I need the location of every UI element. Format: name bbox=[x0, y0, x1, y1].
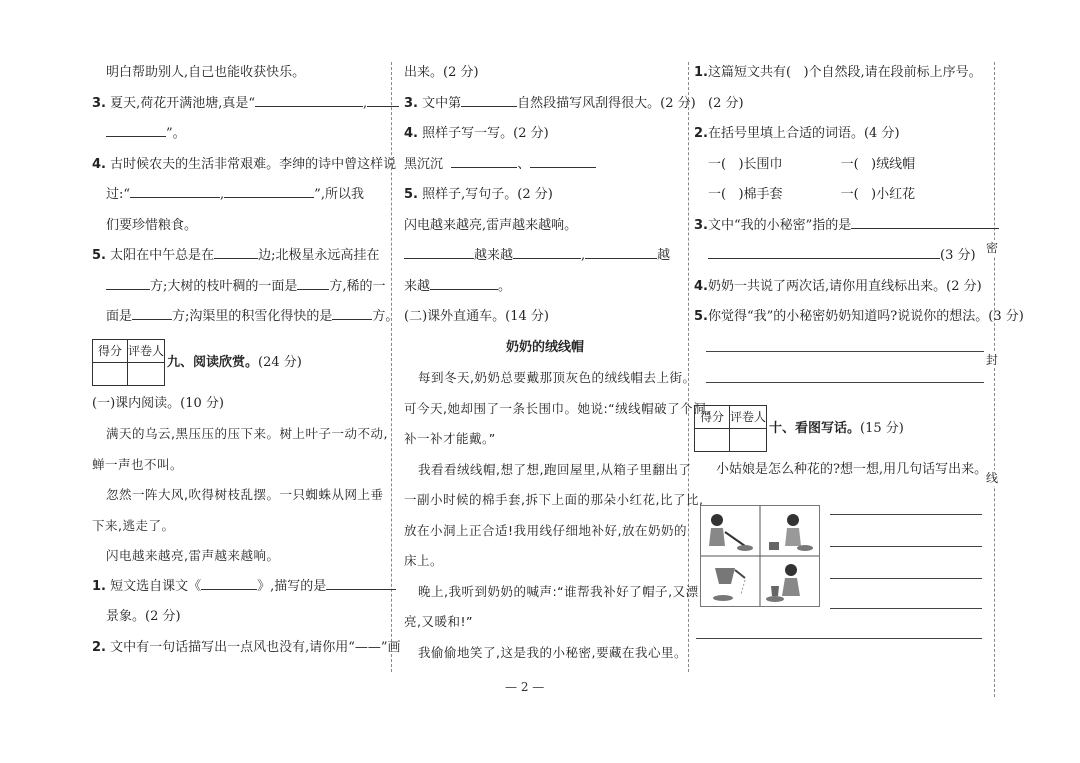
reading-question-4-cont bbox=[404, 150, 686, 181]
question-text: 夏天,荷花开满池塘,真是“ bbox=[110, 95, 256, 111]
answer-blank[interactable] bbox=[201, 577, 257, 590]
question-number: 1. bbox=[694, 65, 708, 80]
text-line: 出来。(2 分) bbox=[404, 65, 479, 80]
question-text: ”,所以我 bbox=[314, 187, 364, 202]
picture-grid bbox=[700, 505, 820, 607]
question-text: 》,描写的是 bbox=[257, 578, 327, 594]
text-line: 明白帮助别人,自己也能收获快乐。 bbox=[106, 65, 306, 80]
word-fill-row bbox=[694, 180, 984, 211]
binding-label-mi: 密 bbox=[986, 241, 999, 255]
column-left bbox=[92, 58, 401, 663]
section-points: (15 分) bbox=[860, 420, 904, 436]
score-cell[interactable] bbox=[93, 362, 128, 385]
answer-blank[interactable] bbox=[326, 577, 396, 590]
question-text: )长围巾 bbox=[738, 156, 783, 172]
answer-blank[interactable] bbox=[851, 216, 999, 229]
reading-question-5-cont bbox=[404, 241, 686, 272]
question-text: 照样子,写句子。(2 分) bbox=[422, 187, 553, 202]
story-question-2 bbox=[694, 119, 984, 150]
question-text: 在括号里填上合适的词语。(4 分) bbox=[707, 126, 900, 141]
writing-line[interactable] bbox=[830, 546, 982, 547]
reading-question-2 bbox=[92, 633, 401, 664]
question-text: 文中“我的小秘密”指的是 bbox=[707, 217, 852, 233]
question-5 bbox=[92, 241, 382, 272]
question-text: , bbox=[363, 95, 368, 111]
question-text: 一( bbox=[840, 156, 859, 172]
question-text: )个自然段,请在段前标上序号。 bbox=[803, 65, 982, 80]
example-word: 黑沉沉 bbox=[404, 156, 444, 172]
subsection-title: (一)课内阅读。(10 分) bbox=[92, 395, 224, 411]
score-box bbox=[694, 405, 767, 452]
section-points: (24 分) bbox=[258, 354, 302, 370]
girl-planting-icon bbox=[769, 514, 813, 551]
answer-blank[interactable] bbox=[332, 307, 372, 320]
answer-blank[interactable] bbox=[430, 277, 498, 290]
question-3 bbox=[92, 89, 382, 120]
answer-blank[interactable] bbox=[513, 246, 581, 259]
writing-line[interactable] bbox=[830, 578, 982, 579]
story-line: 我看看绒线帽,想了想,跑回屋里,从箱子里翻出了 bbox=[418, 461, 692, 477]
page-number: — 2 — bbox=[505, 680, 545, 694]
passage-line: 满天的乌云,黑压压的压下来。树上叶子一动不动, bbox=[106, 426, 388, 441]
story-line: 每到冬天,奶奶总要戴那顶灰色的绒线帽去上街。 bbox=[418, 370, 696, 385]
girl-watering-icon bbox=[766, 564, 800, 602]
question-text: )绒线帽 bbox=[871, 156, 916, 172]
grader-cell[interactable] bbox=[128, 362, 165, 385]
question-4-cont bbox=[92, 180, 382, 211]
passage-line: 忽然一阵大风,吹得树枝乱摆。一只蜘蛛从网上垂 bbox=[106, 487, 384, 502]
question-number: 1. bbox=[92, 578, 106, 594]
answer-blank[interactable] bbox=[708, 246, 940, 259]
question-text: 这篇短文共有( bbox=[707, 65, 792, 80]
grader-cell[interactable] bbox=[730, 428, 767, 451]
story-line: 亮,又暖和!” bbox=[404, 614, 473, 629]
column-middle bbox=[404, 58, 711, 668]
section-title: 九、阅读欣赏。 bbox=[167, 354, 259, 370]
grader-label: 评卷人 bbox=[128, 339, 165, 362]
question-text: 来越 bbox=[404, 278, 431, 294]
story-question-1 bbox=[694, 58, 984, 89]
question-text: 文中有一句话描写出一点风也没有,请你用“——”画 bbox=[110, 639, 401, 655]
passage-line: 蝉一声也不叫。 bbox=[92, 456, 184, 472]
question-text: 方;大树的枝叶稠的一面是 bbox=[150, 278, 298, 294]
question-number: 5. bbox=[92, 248, 106, 263]
question-text: 一( bbox=[840, 187, 859, 202]
word-fill-row bbox=[694, 150, 984, 181]
question-text: 一( bbox=[708, 156, 727, 172]
girl-digging-icon bbox=[709, 514, 753, 551]
question-text: )小红花 bbox=[871, 187, 916, 202]
story-question-3 bbox=[694, 211, 984, 242]
watering-can-icon bbox=[713, 568, 745, 601]
reading-question-1-cont: 景象。(2 分) bbox=[106, 609, 181, 624]
story-line: 放在小洞上正合适!我用线仔细地补好,放在奶奶的 bbox=[404, 522, 687, 538]
story-line: 补一补才能戴。” bbox=[404, 431, 496, 446]
reading-question-5-cont bbox=[404, 272, 686, 303]
story-line: 一副小时候的棉手套,拆下上面的那朵小红花,比了比, bbox=[404, 492, 704, 507]
passage-line: 下来,逃走了。 bbox=[92, 517, 175, 533]
answer-blank[interactable] bbox=[106, 277, 150, 290]
answer-blank[interactable] bbox=[404, 246, 474, 259]
question-text: 越来越 bbox=[474, 248, 514, 263]
section-10-header bbox=[694, 405, 984, 455]
story-line: 晚上,我听到奶奶的喊声:“谁帮我补好了帽子,又漂 bbox=[418, 583, 699, 599]
example-sentence: 闪电越来越亮,雷声越来越响。 bbox=[404, 217, 578, 233]
answer-blank[interactable] bbox=[214, 246, 258, 259]
question-text: )棉手套 bbox=[738, 187, 783, 202]
score-label: 得分 bbox=[93, 339, 128, 362]
question-text: 、 bbox=[517, 156, 531, 172]
answer-blank[interactable] bbox=[585, 246, 657, 259]
question-4 bbox=[92, 150, 397, 181]
question-number: 2. bbox=[694, 126, 708, 141]
story-line: 床上。 bbox=[404, 553, 444, 568]
reading-question-3 bbox=[404, 89, 696, 120]
story-title: 奶奶的绒线帽 bbox=[505, 339, 584, 355]
question-text: 。 bbox=[498, 278, 512, 294]
question-text: 古时候农夫的生活非常艰难。李绅的诗中曾这样说 bbox=[110, 156, 397, 172]
answer-blank[interactable] bbox=[132, 307, 172, 320]
score-box bbox=[92, 339, 165, 386]
passage-line: 闪电越来越亮,雷声越来越响。 bbox=[106, 548, 280, 563]
grader-label: 评卷人 bbox=[730, 405, 767, 428]
answer-blank[interactable] bbox=[451, 155, 517, 168]
question-number: 2. bbox=[92, 639, 106, 655]
question-text: 一( bbox=[708, 187, 727, 202]
story-question-1-cont: (2 分) bbox=[708, 95, 744, 111]
score-cell[interactable] bbox=[695, 428, 730, 451]
question-text: ”。 bbox=[166, 126, 186, 141]
subsection-title: (二)课外直通车。(14 分) bbox=[404, 309, 549, 324]
column-right bbox=[694, 58, 1024, 485]
section-title: 十、看图写话。 bbox=[769, 420, 861, 436]
question-5-cont bbox=[92, 302, 399, 333]
question-text: , bbox=[581, 248, 586, 263]
question-text: 方;沟渠里的积雪化得快的是 bbox=[172, 309, 333, 324]
question-text: 方,稀的一 bbox=[329, 278, 386, 294]
question-text: 短文选自课文《 bbox=[110, 578, 202, 594]
story-line: 可今天,她却围了一条长围巾。她说:“绒线帽破了个洞, bbox=[404, 400, 711, 416]
question-number: 5. bbox=[694, 309, 708, 324]
story-question-5 bbox=[694, 302, 1024, 333]
binding-label-feng: 封 bbox=[986, 353, 999, 367]
answer-line[interactable] bbox=[706, 382, 984, 383]
binding-line bbox=[994, 62, 995, 697]
answer-blank[interactable] bbox=[255, 94, 363, 107]
reading-question-5 bbox=[404, 180, 686, 211]
answer-blank[interactable] bbox=[106, 124, 166, 137]
question-text: 越 bbox=[657, 248, 671, 263]
answer-blank[interactable] bbox=[367, 94, 399, 107]
story-question-3-cont bbox=[694, 241, 984, 272]
question-number: 3. bbox=[694, 217, 708, 233]
answer-blank[interactable] bbox=[297, 277, 329, 290]
question-4-cont: 们要珍惜粮食。 bbox=[106, 217, 198, 233]
question-text: 照样子写一写。(2 分) bbox=[422, 126, 549, 141]
question-number: 4. bbox=[694, 278, 708, 294]
question-number: 4. bbox=[404, 126, 418, 141]
question-text: 你觉得“我”的小秘密奶奶知道吗?说说你的想法。(3 分) bbox=[707, 309, 1024, 324]
picture-prompt: 小姑娘是怎么种花的?想一想,用几句话写出来。 bbox=[716, 461, 988, 477]
question-text: 边;北极星永远高挂在 bbox=[258, 248, 380, 263]
question-text: 方。 bbox=[372, 309, 399, 324]
question-text: 面是 bbox=[106, 309, 133, 324]
story-question-4 bbox=[694, 272, 984, 303]
question-text: 文中第 bbox=[422, 95, 462, 111]
score-label: 得分 bbox=[695, 405, 730, 428]
answer-blank[interactable] bbox=[530, 155, 596, 168]
answer-blank[interactable] bbox=[130, 185, 220, 198]
question-number: 4. bbox=[92, 156, 106, 172]
question-text: 太阳在中午总是在 bbox=[110, 248, 215, 263]
question-number: 3. bbox=[92, 95, 106, 111]
question-text: (3 分) bbox=[940, 248, 976, 263]
writing-line[interactable] bbox=[830, 608, 982, 609]
question-number: 5. bbox=[404, 187, 418, 202]
answer-line[interactable] bbox=[706, 351, 984, 352]
binding-label-xian: 线 bbox=[986, 471, 999, 485]
question-text: , bbox=[220, 187, 225, 202]
section-9-header bbox=[92, 339, 382, 389]
writing-line[interactable] bbox=[830, 514, 982, 515]
question-5-cont bbox=[92, 272, 386, 303]
question-text: 奶奶一共说了两次话,请你用直线标出来。(2 分) bbox=[707, 278, 982, 294]
reading-question-4 bbox=[404, 119, 686, 150]
story-line: 我偷偷地笑了,这是我的小秘密,要藏在我心里。 bbox=[418, 644, 687, 660]
question-text: 过:“ bbox=[106, 187, 131, 202]
reading-question-1 bbox=[92, 572, 382, 603]
question-3-cont bbox=[92, 119, 382, 150]
answer-blank[interactable] bbox=[461, 94, 517, 107]
question-text: 自然段描写风刮得很大。(2 分) bbox=[517, 95, 696, 111]
answer-blank[interactable] bbox=[224, 185, 314, 198]
question-number: 3. bbox=[404, 95, 418, 111]
writing-line[interactable] bbox=[696, 638, 982, 639]
